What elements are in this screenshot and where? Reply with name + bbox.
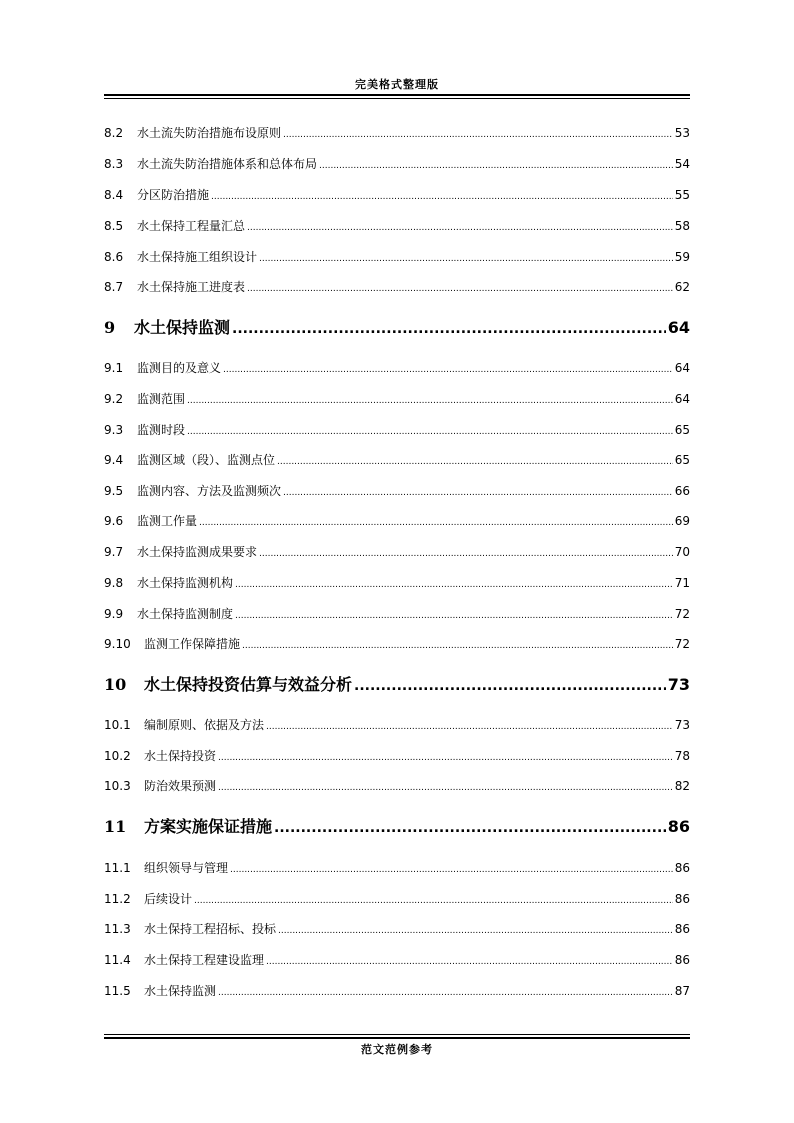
toc-section-entry[interactable] bbox=[104, 635, 690, 653]
toc-entry-title: 编制原则、依据及方法 bbox=[144, 718, 265, 732]
toc-entry-number: 8.7 bbox=[104, 280, 124, 294]
toc-section-entry[interactable] bbox=[104, 390, 690, 408]
toc-page-number: 73 bbox=[667, 675, 690, 694]
toc-entry-title: 水土保持监测制度 bbox=[137, 607, 234, 621]
toc-page-number: 69 bbox=[674, 514, 690, 528]
toc-dot-leader bbox=[232, 317, 666, 340]
toc-section-entry[interactable] bbox=[104, 920, 690, 938]
toc-page-number: 65 bbox=[674, 453, 690, 467]
toc-page-number: 87 bbox=[674, 984, 690, 998]
toc-entry-number: 11.5 bbox=[104, 984, 131, 998]
toc-section-entry[interactable] bbox=[104, 716, 690, 734]
toc-page-number: 64 bbox=[674, 361, 690, 375]
toc-dot-leader bbox=[218, 779, 673, 795]
toc-chapter-entry[interactable] bbox=[104, 815, 690, 839]
toc-dot-leader bbox=[211, 188, 673, 204]
toc-page-number: 86 bbox=[674, 892, 690, 906]
toc-entry-number: 11.2 bbox=[104, 892, 131, 906]
toc-entry-title: 水土保持监测机构 bbox=[137, 576, 234, 590]
toc-entry-title: 后续设计 bbox=[144, 892, 193, 906]
toc-section-entry[interactable] bbox=[104, 248, 690, 266]
toc-section-entry[interactable] bbox=[104, 512, 690, 530]
toc-entry-number: 8.4 bbox=[104, 188, 124, 202]
toc-entry-title: 水土保持工程量汇总 bbox=[137, 219, 246, 233]
toc-section-entry[interactable] bbox=[104, 421, 690, 439]
toc-dot-leader bbox=[274, 816, 666, 839]
toc-entry-number: 8.2 bbox=[104, 126, 124, 140]
toc-entry-number: 9.2 bbox=[104, 392, 124, 406]
toc-dot-leader bbox=[354, 674, 666, 697]
toc-page-number: 73 bbox=[674, 718, 690, 732]
toc-entry-number: 10.2 bbox=[104, 749, 131, 763]
toc-page-number: 82 bbox=[674, 779, 690, 793]
toc-entry-title: 水土保持投资 bbox=[144, 749, 217, 763]
toc-page-number: 66 bbox=[674, 484, 690, 498]
toc-page-number: 53 bbox=[674, 126, 690, 140]
toc-entry-title: 监测区域（段）、监测点位 bbox=[137, 453, 276, 467]
toc-entry-number: 11 bbox=[104, 817, 127, 836]
toc-entry-number: 9 bbox=[104, 318, 116, 337]
toc-entry-number: 11.4 bbox=[104, 953, 131, 967]
toc-page-number: 71 bbox=[674, 576, 690, 590]
toc-entry-number: 8.3 bbox=[104, 157, 124, 171]
toc-entry-title: 水土流失防治措施布设原则 bbox=[137, 126, 282, 140]
toc-dot-leader bbox=[259, 250, 673, 266]
toc-page-number: 58 bbox=[674, 219, 690, 233]
toc-entry-title: 监测工作量 bbox=[137, 514, 198, 528]
toc-section-entry[interactable] bbox=[104, 777, 690, 795]
toc-entry-title: 水土保持监测 bbox=[134, 318, 231, 337]
toc-entry-number: 10.3 bbox=[104, 779, 131, 793]
header-rule-thick bbox=[104, 94, 690, 96]
toc-section-entry[interactable] bbox=[104, 890, 690, 908]
toc-dot-leader bbox=[247, 219, 673, 235]
toc-page-number: 65 bbox=[674, 423, 690, 437]
toc-entry-title: 组织领导与管理 bbox=[144, 861, 229, 875]
toc-dot-leader bbox=[277, 453, 673, 469]
toc-page-number: 59 bbox=[674, 250, 690, 264]
toc-entry-title: 水土保持工程招标、投标 bbox=[144, 922, 277, 936]
toc-section-entry[interactable] bbox=[104, 124, 690, 142]
footer-rule-thick bbox=[104, 1037, 690, 1039]
toc-dot-leader bbox=[235, 607, 673, 623]
toc-page-number: 78 bbox=[674, 749, 690, 763]
toc-page-number: 86 bbox=[667, 817, 690, 836]
toc-dot-leader bbox=[283, 126, 673, 142]
toc-entry-number: 9.5 bbox=[104, 484, 124, 498]
toc-dot-leader bbox=[266, 953, 673, 969]
toc-dot-leader bbox=[235, 576, 673, 592]
toc-dot-leader bbox=[218, 984, 673, 1000]
toc-entry-title: 监测范围 bbox=[137, 392, 186, 406]
toc-entry-title: 水土保持投资估算与效益分析 bbox=[144, 675, 353, 694]
toc-entry-title: 水土保持施工进度表 bbox=[137, 280, 246, 294]
toc-entry-title: 水土保持监测 bbox=[144, 984, 217, 998]
toc-dot-leader bbox=[278, 922, 673, 938]
toc-chapter-entry[interactable] bbox=[104, 316, 690, 340]
toc-entry-number: 11.1 bbox=[104, 861, 131, 875]
toc-entry-title: 监测工作保障措施 bbox=[144, 637, 241, 651]
toc-dot-leader bbox=[194, 892, 673, 908]
toc-section-entry[interactable] bbox=[104, 451, 690, 469]
footer-title: 范文范例参考 bbox=[361, 1043, 433, 1056]
toc-dot-leader bbox=[247, 280, 673, 296]
toc-section-entry[interactable] bbox=[104, 482, 690, 500]
toc-section-entry[interactable] bbox=[104, 574, 690, 592]
toc-section-entry[interactable] bbox=[104, 859, 690, 877]
toc-entry-number: 9.6 bbox=[104, 514, 124, 528]
toc-dot-leader bbox=[199, 514, 673, 530]
toc-entry-title: 方案实施保证措施 bbox=[144, 817, 273, 836]
header-title: 完美格式整理版 bbox=[355, 78, 439, 91]
toc-section-entry[interactable] bbox=[104, 747, 690, 765]
toc-page-number: 64 bbox=[667, 318, 690, 337]
toc-entry-number: 10.1 bbox=[104, 718, 131, 732]
toc-entry-number: 8.5 bbox=[104, 219, 124, 233]
toc-entry-number: 9.3 bbox=[104, 423, 124, 437]
toc-entry-number: 9.10 bbox=[104, 637, 131, 651]
toc-page-number: 54 bbox=[674, 157, 690, 171]
toc-page-number: 86 bbox=[674, 861, 690, 875]
toc-page-number: 62 bbox=[674, 280, 690, 294]
toc-section-entry[interactable] bbox=[104, 982, 690, 1000]
toc-chapter-entry[interactable] bbox=[104, 673, 690, 697]
toc-dot-leader bbox=[242, 637, 673, 653]
toc-page-number: 70 bbox=[674, 545, 690, 559]
toc-dot-leader bbox=[187, 392, 673, 408]
toc-dot-leader bbox=[319, 157, 673, 173]
toc-page-number: 72 bbox=[674, 607, 690, 621]
toc-dot-leader bbox=[266, 718, 673, 734]
toc-entry-title: 监测时段 bbox=[137, 423, 186, 437]
toc-section-entry[interactable] bbox=[104, 605, 690, 623]
toc-entry-title: 分区防治措施 bbox=[137, 188, 210, 202]
toc-entry-number: 9.7 bbox=[104, 545, 124, 559]
toc-section-entry[interactable] bbox=[104, 278, 690, 296]
toc-entry-title: 水土流失防治措施体系和总体布局 bbox=[137, 157, 318, 171]
toc-page-number: 55 bbox=[674, 188, 690, 202]
toc-entry-title: 防治效果预测 bbox=[144, 779, 217, 793]
toc-entry-number: 10 bbox=[104, 675, 127, 694]
toc-section-entry[interactable] bbox=[104, 951, 690, 969]
toc-dot-leader bbox=[259, 545, 673, 561]
toc-entry-title: 监测内容、方法及监测频次 bbox=[137, 484, 282, 498]
toc-entry-number: 9.1 bbox=[104, 361, 124, 375]
toc-page-number: 86 bbox=[674, 953, 690, 967]
toc-page-number: 64 bbox=[674, 392, 690, 406]
toc-section-entry[interactable] bbox=[104, 155, 690, 173]
toc-entry-number: 11.3 bbox=[104, 922, 131, 936]
toc-section-entry[interactable] bbox=[104, 359, 690, 377]
footer-rule-thin bbox=[104, 1034, 690, 1035]
toc-dot-leader bbox=[218, 749, 673, 765]
toc-dot-leader bbox=[223, 361, 673, 377]
toc-entry-number: 9.8 bbox=[104, 576, 124, 590]
toc-entry-title: 水土保持施工组织设计 bbox=[137, 250, 258, 264]
toc-page-number: 72 bbox=[674, 637, 690, 651]
toc-section-entry[interactable] bbox=[104, 186, 690, 204]
toc-entry-number: 8.6 bbox=[104, 250, 124, 264]
toc-section-entry[interactable] bbox=[104, 543, 690, 561]
toc-page-number: 86 bbox=[674, 922, 690, 936]
header-rule-thin bbox=[104, 98, 690, 99]
toc-entry-title: 监测目的及意义 bbox=[137, 361, 222, 375]
toc-entry-number: 9.4 bbox=[104, 453, 124, 467]
toc-dot-leader bbox=[230, 861, 673, 877]
toc-section-entry[interactable] bbox=[104, 217, 690, 235]
toc-entry-title: 水土保持监测成果要求 bbox=[137, 545, 258, 559]
toc-dot-leader bbox=[187, 423, 673, 439]
toc-dot-leader bbox=[283, 484, 673, 500]
toc-entry-number: 9.9 bbox=[104, 607, 124, 621]
toc-entry-title: 水土保持工程建设监理 bbox=[144, 953, 265, 967]
